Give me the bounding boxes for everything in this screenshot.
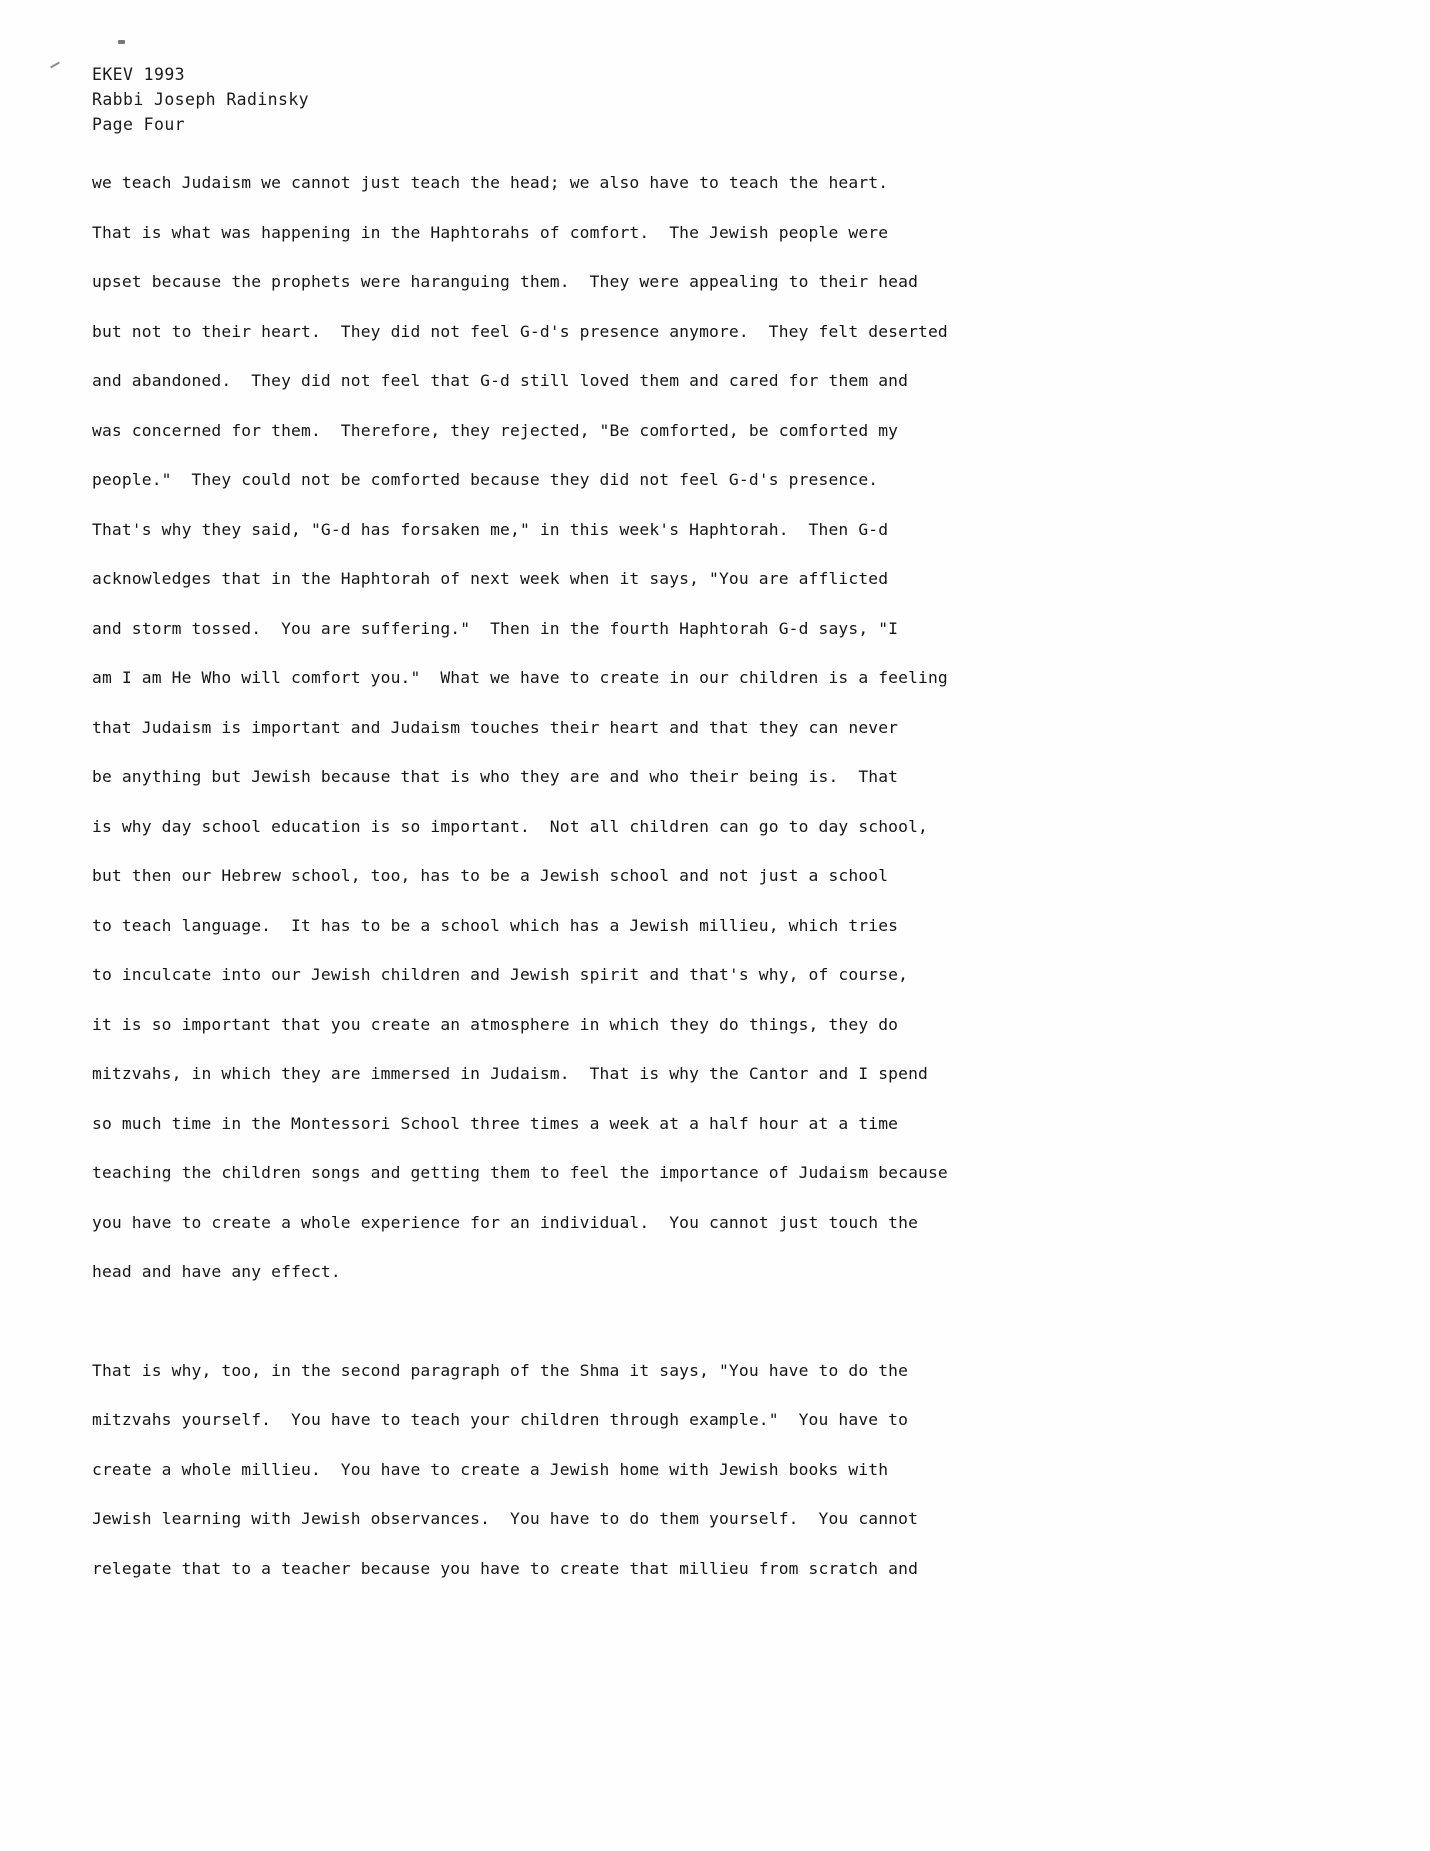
body-line: to inculcate into our Jewish children and Jewish spirit and that's why, of course, <box>92 965 909 984</box>
body-line: That is why, too, in the second paragraph of the Shma it says, "You have to do the <box>92 1360 909 1380</box>
body-line: That's why they said, "G-d has forsaken me," in this week's Haphtorah. Then G-d <box>92 519 889 539</box>
stray-ink-dot-icon <box>118 40 125 44</box>
paragraph-2 <box>92 1346 1092 1594</box>
body-line: but not to their heart. They did not feel G-d's presence anymore. They felt deserted <box>92 321 948 341</box>
paragraph-1 <box>92 158 1092 1297</box>
document-body <box>92 158 1092 1593</box>
body-line: it is so important that you create an atmosphere in which they do things, they do <box>92 1014 899 1034</box>
header-author-line: Rabbi Joseph Radinsky <box>92 90 310 109</box>
body-line: that Judaism is important and Judaism touches their heart and that they can never <box>92 717 899 737</box>
body-line: mitzvahs yourself. You have to teach your children through example." You have to <box>92 1410 909 1429</box>
body-line: Jewish learning with Jewish observances. You have to do them yourself. You cannot <box>92 1509 919 1528</box>
body-line: relegate that to a teacher because you have to create that millieu from scratch and <box>92 1558 919 1578</box>
stray-pen-mark-icon <box>50 62 60 69</box>
body-line: mitzvahs, in which they are immersed in Judaism. That is why the Cantor and I spend <box>92 1064 928 1083</box>
body-line: people." They could not be comforted because they did not feel G-d's presence. <box>92 470 879 489</box>
body-line: head and have any effect. <box>92 1262 341 1281</box>
body-line: so much time in the Montessori School three times a week at a half hour at a time <box>92 1113 899 1133</box>
body-line: was concerned for them. Therefore, they rejected, "Be comforted, be comforted my <box>92 420 899 440</box>
body-line: upset because the prophets were haranguing them. They were appealing to their head <box>92 272 919 291</box>
body-line: be anything but Jewish because that is who they are and who their being is. That <box>92 767 899 786</box>
document-header <box>92 62 309 137</box>
body-line: we teach Judaism we cannot just teach the head; we also have to teach the heart. <box>92 173 889 192</box>
header-title-line: EKEV 1993 <box>92 65 186 84</box>
body-line: but then our Hebrew school, too, has to be a Jewish school and not just a school <box>92 866 889 885</box>
body-line: is why day school education is so important. Not all children can go to day school, <box>92 816 928 836</box>
body-line: create a whole millieu. You have to create a Jewish home with Jewish books with <box>92 1459 889 1479</box>
body-line: and storm tossed. You are suffering." Then in the fourth Haphtorah G-d says, "I <box>92 618 899 638</box>
body-line: and abandoned. They did not feel that G-d still loved them and cared for them and <box>92 371 909 390</box>
body-line: That is what was happening in the Haphtorahs of comfort. The Jewish people were <box>92 222 889 242</box>
body-line: acknowledges that in the Haphtorah of next week when it says, "You are afflicted <box>92 569 889 588</box>
header-page-line: Page Four <box>92 115 186 134</box>
body-line: you have to create a whole experience for an individual. You cannot just touch the <box>92 1212 919 1232</box>
body-line: teaching the children songs and getting them to feel the importance of Judaism because <box>92 1163 948 1182</box>
body-line: am I am He Who will comfort you." What we have to create in our children is a feeling <box>92 668 948 687</box>
body-line: to teach language. It has to be a school which has a Jewish millieu, which tries <box>92 915 899 935</box>
